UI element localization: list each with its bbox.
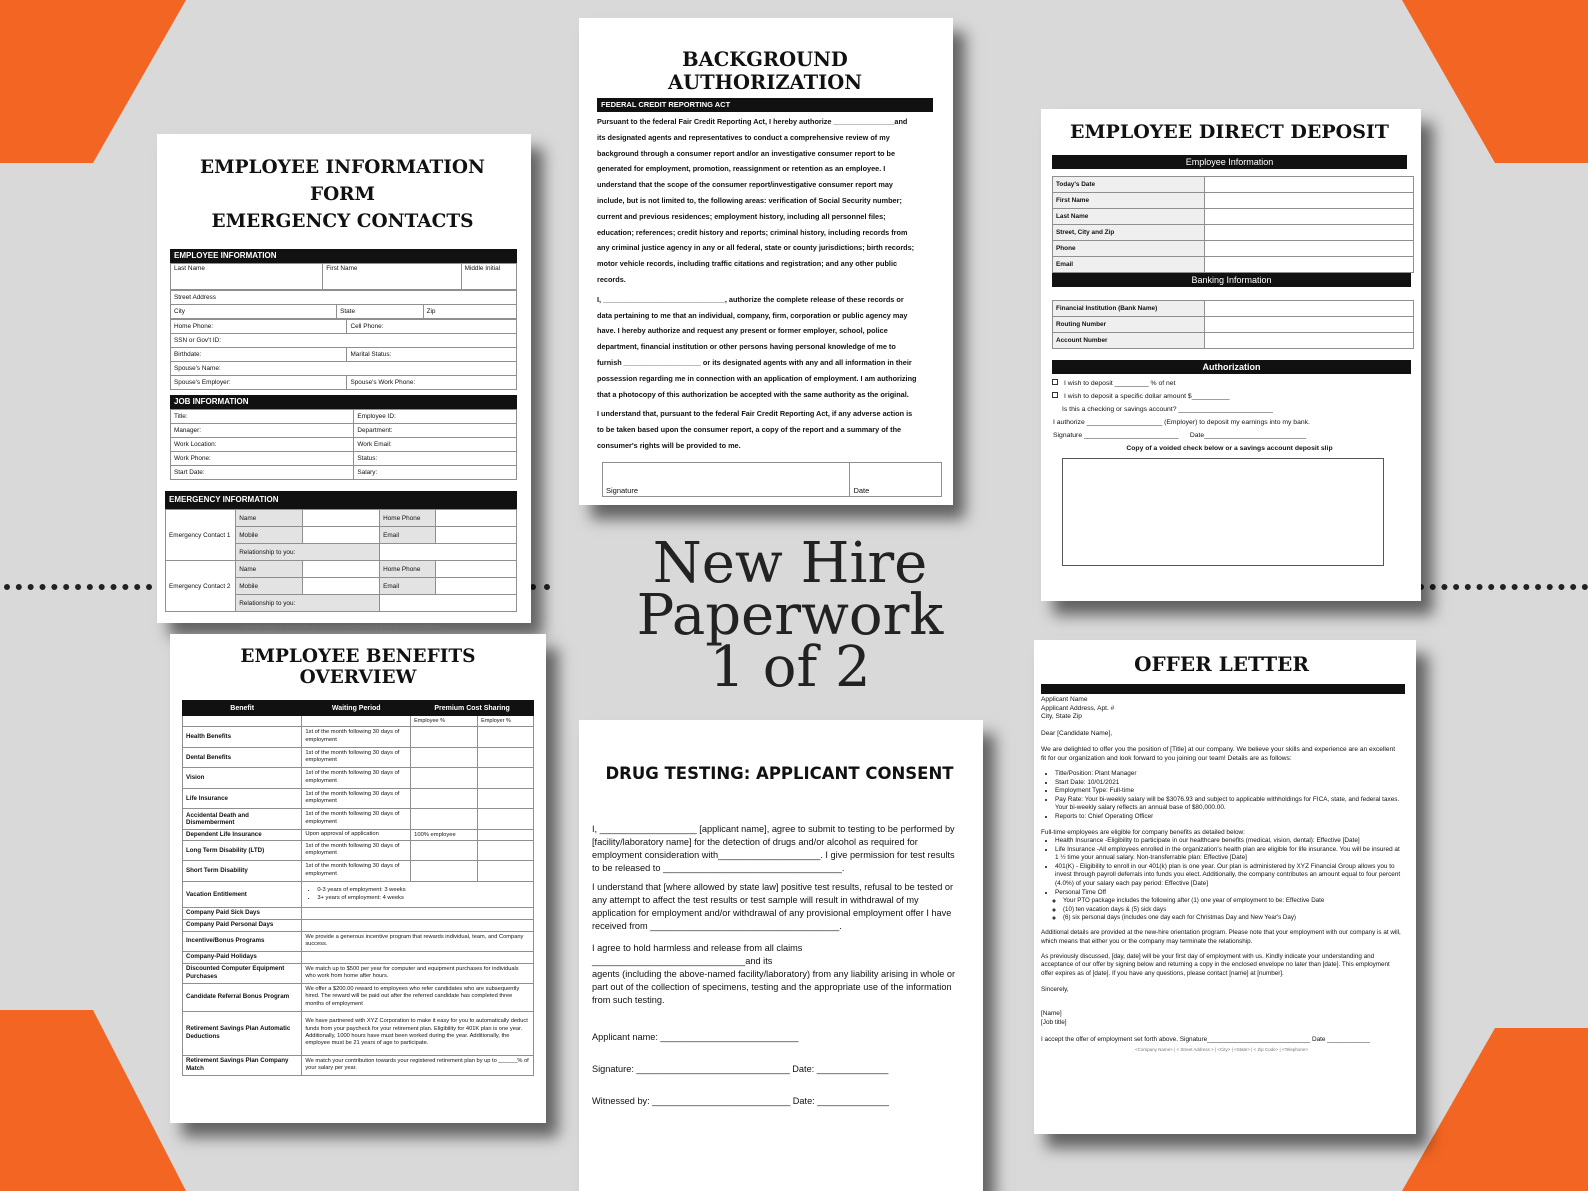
benefit-employer-share[interactable] (478, 747, 534, 768)
benefits-row (183, 727, 534, 748)
offer-sincerely: Sincerely, (1041, 986, 1069, 994)
benefits-row (183, 951, 534, 963)
info-form-title-line1: EMPLOYEE INFORMATION FORM (200, 157, 485, 205)
background-text-line: current and previous residences; employment history, including all personnel files; (597, 211, 886, 221)
employee-id-field[interactable]: Employee ID: (354, 410, 517, 424)
offer-acceptance-line[interactable]: I accept the offer of employment set forth above. Signature_____________________________ Date ____________ (1041, 1036, 1370, 1044)
benefits-subheader-row (183, 716, 534, 727)
zip-field[interactable]: Zip (423, 305, 516, 319)
ec2-name-label: Name (236, 561, 303, 578)
benefits-row (183, 907, 534, 919)
benefit-waiting-period: Upon approval of application (302, 829, 411, 840)
background-signature-table (602, 462, 942, 497)
background-title: BACKGROUND AUTHORIZATION (667, 48, 863, 94)
offer-address-line1: Applicant Name (1041, 696, 1088, 703)
background-date-field[interactable]: Date (850, 462, 942, 496)
deposit-field-input[interactable] (1204, 193, 1413, 209)
benefit-name: Dental Benefits (183, 747, 302, 768)
offer-title-bar (1041, 684, 1405, 694)
voided-check-box (1062, 458, 1384, 566)
benefit-name: Discounted Computer Equipment Purchases (183, 963, 302, 983)
background-text-line: consumer's rights will be provided to me. (597, 440, 741, 450)
ec1-mobile-label: Mobile (236, 527, 303, 544)
birthdate-field[interactable]: Birthdate: (171, 348, 347, 362)
benefit-name: Company Paid Sick Days (183, 907, 302, 919)
dotted-divider-left (4, 584, 164, 590)
offer-detail-item: • Reports to: Chief Operating Officer (1055, 813, 1402, 822)
emergency-contact-table (165, 509, 517, 612)
benefits-header-waiting: Waiting Period (302, 701, 411, 716)
benefit-employee-share[interactable] (411, 788, 478, 809)
drug-text-line: any attempt to affect the test results or test sample will result in withdrawal of my (592, 895, 919, 905)
benefit-name: Short Term Disability (183, 861, 302, 882)
deposit-title: EMPLOYEE DIRECT DEPOSIT (1070, 121, 1389, 143)
benefit-employer-share[interactable] (478, 840, 534, 861)
ec2-name-field[interactable] (302, 561, 379, 578)
benefit-employee-share[interactable] (411, 840, 478, 861)
deposit-field-row (1053, 317, 1414, 333)
ec1-mobile-field[interactable] (302, 527, 379, 544)
deposit-field-label: Financial Institution (Bank Name) (1053, 301, 1205, 317)
ec2-relationship-label: Relationship to you: (236, 595, 380, 612)
benefits-table (182, 700, 534, 1076)
benefit-description (302, 951, 534, 963)
benefit-waiting-period: 1st of the month following 30 days of employment (302, 788, 411, 809)
employee-information-table (170, 263, 517, 290)
offer-detail-item: • Employment Type: Full-time (1055, 787, 1402, 796)
offer-detail-item: • Title/Position: Plant Manager (1055, 770, 1402, 779)
deposit-field-label: Street, City and Zip (1053, 225, 1205, 241)
benefit-employer-share[interactable] (478, 829, 534, 840)
drug-title: DRUG TESTING: APPLICANT CONSENT (605, 764, 954, 783)
background-text-line: understand that the scope of the consumer report/investigative consumer report may (597, 180, 893, 190)
deposit-banking-table (1052, 300, 1414, 349)
drug-text-line: I understand that [where allowed by state law] positive test results, refusal to be tested or (592, 882, 954, 892)
spouse-employer-field[interactable]: Spouse's Employer: (171, 376, 347, 390)
street-address-field[interactable]: Street Address (171, 291, 517, 305)
deposit-field-label: Account Number (1053, 333, 1205, 349)
benefits-header-benefit: Benefit (183, 701, 302, 716)
ec2-home-phone-label: Home Phone (380, 561, 436, 578)
drug-text-line: [facility/laboratory name] for the detection of drugs and/or alcohol as required for (592, 837, 918, 847)
ec2-email-field[interactable] (436, 578, 517, 595)
background-text-line: I understand that, pursuant to the federal Fair Credit Reporting Act, if any adverse action is (597, 409, 913, 419)
benefit-description: We offer a $200.00 reward to employees who refer candidates who are subsequently hired. The reward will be paid out after the referred candidate has completed three months of employment (302, 983, 534, 1011)
benefit-description: We provide a generous incentive program that rewards individual, team, and Company success. (302, 931, 534, 951)
benefit-name: Vision (183, 768, 302, 789)
background-text-line: generated for employment, promotion, reassignment or retention as an employee. I (597, 164, 886, 174)
background-text-line: education; references; credit history and reports; criminal history, including records from (597, 227, 908, 237)
personal-table (170, 319, 517, 390)
deposit-dollar-label: I wish to deposit a specific dollar amount $__________ (1064, 393, 1230, 400)
status-field[interactable]: Status: (354, 452, 517, 466)
deposit-field-label: Routing Number (1053, 317, 1205, 333)
offer-detail-item: • Pay Rate: Your bi-weekly salary will be $3076.93 and subject to applicable withholdings for FICA, state, and federal taxes. Your bi-weekly salary reflects an annual base of $80,000.00. (1055, 796, 1402, 813)
offer-first-day: As previously discussed, [day, date] will be your first day of employment with us. Kindly indicate your understanding and acceptance of our offer by signing below and returning a copy in the enclosed envelope no later than [date]. This employment offer expires as of [date]. If you have any questions, please contact [name] at [number]. (1041, 952, 1390, 977)
deposit-field-label: First Name (1053, 193, 1205, 209)
info-form-footer: <Company Name> | < Street Address > | <City> | <State/Province> | Zip/Postal Code> | <Telephone > (241, 624, 444, 629)
benefit-name: Health Benefits (183, 727, 302, 748)
benefit-employee-share[interactable] (411, 768, 478, 789)
info-form-title-line2: EMERGENCY CONTACTS (211, 211, 474, 232)
offer-benefit-item: • Health Insurance -Eligibility to participate in our healthcare benefits (medical, vision, dental): Effective [Date] (1055, 837, 1402, 846)
center-title-line2: Paperwork (636, 583, 944, 648)
ec1-relationship-label: Relationship to you: (236, 544, 380, 561)
vacation-list (305, 886, 530, 902)
benefit-employee-share[interactable]: 100% employee (411, 829, 478, 840)
benefits-row (183, 983, 534, 1011)
drug-text-line: I agree to hold harmless and release from all claims ______________________________and its (592, 943, 803, 966)
ec1-name-field[interactable] (302, 510, 379, 527)
center-title-line1: New Hire (652, 531, 928, 596)
benefit-name: Dependent Life Insurance (183, 829, 302, 840)
deposit-date-line[interactable]: Date___________________________ (1189, 432, 1307, 439)
benefits-header-premium: Premium Cost Sharing (411, 701, 534, 716)
deposit-field-input[interactable] (1204, 225, 1413, 241)
drug-text-line: received from _____________________________________. (592, 921, 842, 931)
benefits-row (183, 788, 534, 809)
offer-pto-item: ◦ (6) six personal days (includes one day each for Christmas Day and New Year's Day) (1063, 914, 1402, 922)
deposit-field-row (1053, 257, 1414, 273)
offer-pto-item: ◦ Your PTO package includes the following after (1) one year of employment to be: Effective Date (1063, 897, 1402, 905)
offer-benefits-list (1041, 837, 1402, 897)
drug-text-line: from such testing. (592, 995, 665, 1005)
background-text-line: possession regarding me in connection with an application of employment. I am authorizing (597, 373, 917, 383)
department-field[interactable]: Department: (354, 424, 517, 438)
benefit-name: Vacation Entitlement (183, 881, 302, 907)
benefits-row (183, 919, 534, 931)
benefits-title: EMPLOYEE BENEFITS OVERVIEW (240, 646, 476, 688)
dotted-divider-middle (530, 584, 550, 590)
benefits-sub-empty (183, 716, 302, 727)
background-text-line: department, financial institution or other persons having personal knowledge of me to (597, 342, 896, 352)
benefits-row (183, 747, 534, 768)
offer-address-line3: City, State Zip (1041, 713, 1082, 720)
job-information-header: JOB INFORMATION (170, 395, 517, 409)
benefit-name: Retirement Savings Plan Company Match (183, 1055, 302, 1075)
benefit-waiting-period: 1st of the month following 30 days of employment (302, 768, 411, 789)
drug-paragraph-3 (592, 942, 967, 1007)
drug-text-line: I, ___________________ [applicant name], agree to submit to testing to be performed by (592, 824, 955, 834)
benefits-sub-employee: Employee % (411, 716, 478, 727)
benefits-row (183, 963, 534, 983)
benefits-header-row (183, 701, 534, 716)
ec1-home-phone-field[interactable] (436, 510, 517, 527)
ec2-mobile-label: Mobile (236, 578, 303, 595)
drug-text-line: application for employment and/or withdrawal of any provisional employment offer I have (592, 908, 952, 918)
offer-address-line2: Applicant Address, Apt. # (1041, 704, 1115, 712)
benefits-overview-form (170, 634, 546, 1123)
drug-paragraph-1 (592, 823, 967, 875)
deposit-employee-info-bar: Employee Information (1052, 155, 1407, 169)
ec2-home-phone-field[interactable] (436, 561, 517, 578)
background-text-line: data pertaining to me that an individual, company, firm, corporation or public agency may (597, 310, 908, 320)
spouse-work-phone-field[interactable]: Spouse's Work Phone: (347, 376, 517, 390)
benefit-waiting-period: 1st of the month following 30 days of employment (302, 809, 411, 830)
orange-hexagon-top-right (1402, 0, 1588, 163)
center-title-line3: 1 of 2 (709, 635, 871, 700)
offer-signer-name: [Name] (1041, 1010, 1062, 1018)
offer-pto-list (1041, 897, 1402, 922)
background-text-line: include, but is not limited to, the following areas: verification of Social Security number; (597, 195, 902, 205)
background-paragraph-2 (597, 292, 933, 403)
background-text-line: furnish ___________________ or its designated agents with any and all information in their (597, 357, 912, 367)
vacation-item: • 3+ years of employment: 4 weeks (317, 894, 530, 902)
benefit-employee-share[interactable] (411, 747, 478, 768)
job-information-table (170, 409, 517, 480)
background-text-line: to be taken based upon the consumer report, a copy of the report and a summary of the (597, 425, 902, 435)
deposit-field-row (1053, 241, 1414, 257)
deposit-authorization-bar: Authorization (1052, 360, 1411, 374)
drug-witness-line[interactable]: Witnessed by: ___________________________ Date: ______________ (592, 1096, 889, 1106)
benefit-name: Incentive/Bonus Programs (183, 931, 302, 951)
drug-text-line: employment consideration with____________________. I give permission for test results (592, 850, 955, 860)
deposit-banking-info-bar: Banking Information (1052, 273, 1411, 287)
emergency-contact-2-label: Emergency Contact 2 (166, 561, 236, 612)
benefit-employer-share[interactable] (478, 809, 534, 830)
offer-title: OFFER LETTER (1134, 652, 1309, 676)
benefit-employee-share[interactable] (411, 809, 478, 830)
credit-reporting-bar: FEDERAL CREDIT REPORTING ACT (597, 98, 933, 112)
employee-information-header: EMPLOYEE INFORMATION (170, 249, 517, 263)
background-text-line: I, ______________________________, authorize the complete release of these records or (597, 294, 904, 304)
city-field[interactable]: City (171, 305, 337, 319)
deposit-percent-option[interactable] (1052, 377, 1407, 390)
deposit-account-type[interactable]: Is this a checking or savings account? _________________________ (1062, 406, 1273, 413)
address-table (170, 290, 517, 319)
deposit-field-row (1053, 177, 1414, 193)
benefit-waiting-period: 1st of the month following 30 days of employment (302, 861, 411, 882)
state-field[interactable]: State (337, 305, 424, 319)
background-text-line: have. I hereby authorize and request any present or former employer, school, police (597, 326, 888, 336)
offer-additional-details: Additional details are provided at the new-hire orientation program. Please note that your employment with our company is at will, which means that either you or the company may terminate the relationship. (1041, 929, 1401, 945)
ec2-mobile-field[interactable] (302, 578, 379, 595)
deposit-dollar-checkbox[interactable] (1052, 392, 1058, 398)
benefit-description (302, 907, 534, 919)
benefits-row (183, 1055, 534, 1075)
benefit-employer-share[interactable] (478, 768, 534, 789)
offer-pto-item: ◦ (10) ten vacation days & (5) sick days (1063, 906, 1402, 914)
benefits-row (183, 829, 534, 840)
work-location-field[interactable]: Work Location: (171, 438, 354, 452)
benefit-employee-share[interactable] (411, 861, 478, 882)
background-authorization-form (579, 18, 953, 505)
deposit-field-label: Last Name (1053, 209, 1205, 225)
background-text-line: Pursuant to the federal Fair Credit Reporting Act, I hereby authorize _______________and (597, 117, 908, 126)
deposit-dollar-option[interactable] (1052, 390, 1407, 403)
benefit-name: Retirement Savings Plan Automatic Deductions (183, 1011, 302, 1055)
deposit-field-input[interactable] (1204, 333, 1413, 349)
deposit-field-input[interactable] (1204, 241, 1413, 257)
background-text-line: any criminal justice agency in any or all federal, state or county jurisdictions; birth records; (597, 243, 915, 253)
middle-initial-field[interactable]: Middle Initial (461, 264, 516, 290)
center-title (620, 531, 960, 700)
benefit-name: Long Term Disability (LTD) (183, 840, 302, 861)
deposit-field-row (1053, 301, 1414, 317)
deposit-field-row (1053, 333, 1414, 349)
deposit-field-label: Email (1053, 257, 1205, 273)
offer-salutation: Dear [Candidate Name], (1041, 729, 1113, 737)
offer-detail-item: • Start Date: 10/01/2021 (1055, 779, 1402, 788)
deposit-field-label: Phone (1053, 241, 1205, 257)
manager-field[interactable]: Manager: (171, 424, 354, 438)
deposit-field-label: Today's Date (1053, 177, 1205, 193)
deposit-field-row (1053, 193, 1414, 209)
deposit-field-input[interactable] (1204, 257, 1413, 273)
last-name-field[interactable]: Last Name (171, 264, 323, 290)
benefit-vacation-list (302, 881, 534, 907)
benefit-waiting-period: 1st of the month following 30 days of employment (302, 727, 411, 748)
ssn-field[interactable]: SSN or Gov't ID: (171, 334, 517, 348)
dotted-divider-right (1418, 584, 1588, 590)
ec2-email-label: Email (380, 578, 436, 595)
ec1-email-label: Email (380, 527, 436, 544)
benefits-sub-employer: Employer % (478, 716, 534, 727)
benefit-description: We match up to $500 per year for computer and equipment purchases for individuals who work from home after hours. (302, 963, 534, 983)
deposit-authorize-line[interactable]: I authorize ____________________ (Employer) to deposit my earnings into my bank. (1053, 419, 1310, 426)
work-email-field[interactable]: Work Email: (354, 438, 517, 452)
ec1-name-label: Name (236, 510, 303, 527)
benefit-name: Company-Paid Holidays (183, 951, 302, 963)
benefit-name: Company Paid Personal Days (183, 919, 302, 931)
offer-signer-title: [Job title] (1041, 1018, 1067, 1026)
deposit-field-input[interactable] (1204, 177, 1413, 193)
benefits-row (183, 809, 534, 830)
offer-intro: We are delighted to offer you the position of [Title] at our company. We believe your skills and experience are an excellent fit for our organization and look forward to you joining our team! Details are as follows: (1041, 746, 1396, 762)
benefits-row (183, 1011, 534, 1055)
deposit-signature-line[interactable]: Signature _________________________ (1053, 432, 1179, 439)
vacation-item: • 0-3 years of employment: 3 weeks (317, 886, 530, 894)
info-form-title (168, 154, 517, 235)
background-paragraph-1 (597, 114, 933, 288)
deposit-field-row (1053, 209, 1414, 225)
deposit-percent-checkbox[interactable] (1052, 379, 1058, 385)
orange-hexagon-bottom-left (0, 1010, 186, 1191)
direct-deposit-form (1041, 109, 1421, 601)
deposit-field-row (1053, 225, 1414, 241)
benefit-employer-share[interactable] (478, 788, 534, 809)
offer-footer: <Company Name> | < Street Address > | <City> | <State> | < Zip Code> | <Telephone> (1135, 1047, 1308, 1053)
benefit-name: Candidate Referral Bonus Program (183, 983, 302, 1011)
benefit-employee-share[interactable] (411, 727, 478, 748)
drug-text-line: agents (including the above-named facility/laboratory) from any liability arising in whole or (592, 969, 956, 979)
drug-paragraph-2 (592, 881, 967, 933)
benefits-row (183, 840, 534, 861)
benefit-name: Accidental Death and Dismemberment (183, 809, 302, 830)
background-text-line: motor vehicle records, including traffic citations and registration; and any other public (597, 259, 898, 269)
ec1-home-phone-label: Home Phone (380, 510, 436, 527)
background-text-line: records. (597, 274, 626, 284)
background-text-line: its designated agents and representatives to conduct a comprehensive review of my (597, 132, 890, 142)
benefit-name: Life Insurance (183, 788, 302, 809)
salary-field[interactable]: Salary: (354, 466, 517, 480)
benefits-row (183, 768, 534, 789)
offer-letter (1034, 640, 1416, 1134)
job-title-field[interactable]: Title: (171, 410, 354, 424)
benefit-description: We have partnered with XYZ Corporation to make it easy for you to automatically deduct funds from your paycheck for your retirement plan. Eligibility for 401K plan is one year. Additionally, 1000 hours have must been worked during the year. Additionally, the employee must be 21 years of age to participate. (302, 1011, 534, 1055)
marital-status-field[interactable]: Marital Status: (347, 348, 517, 362)
cell-phone-field[interactable]: Cell Phone: (347, 320, 517, 334)
spouse-name-field[interactable]: Spouse's Name: (171, 362, 517, 376)
emergency-contact-1-label: Emergency Contact 1 (166, 510, 236, 561)
offer-details-list (1041, 770, 1402, 822)
benefits-row (183, 931, 534, 951)
ec1-relationship-field[interactable] (380, 544, 517, 561)
benefit-employer-share[interactable] (478, 861, 534, 882)
orange-hexagon-bottom-right (1402, 1028, 1588, 1191)
drug-signature-line[interactable]: Signature: ______________________________ Date: ______________ (592, 1064, 889, 1074)
offer-benefit-item: • 401(K) - Eligibility to enroll in our 401(k) plan is one year. Our plan is administered by XYZ Financial Group allows you to invest through payroll deferrals into funds you elect. Additionally, the company contributes an amount equal to four percent (4.0%) of your salary each pay period: Effective [Date] (1055, 863, 1402, 889)
background-paragraph-3 (597, 406, 933, 453)
offer-benefits-intro: Full-time employees are eligible for company benefits as detailed below: (1041, 828, 1245, 836)
employee-information-form (157, 134, 531, 629)
drug-testing-consent-form (579, 720, 983, 1191)
deposit-field-input[interactable] (1204, 301, 1413, 317)
benefit-waiting-period: 1st of the month following 30 days of employment (302, 840, 411, 861)
ec1-email-field[interactable] (436, 527, 517, 544)
offer-benefit-item: • Life Insurance -All employees enrolled in the organization's health plan are eligible for life insurance. You will be insured at 1 ½ time your annual salary. Non-transferrable plan: Effective [Date] (1055, 846, 1402, 863)
background-text-line: that a photocopy of this authorization be accepted with the same authority as the original. (597, 389, 909, 399)
ec2-relationship-field[interactable] (380, 595, 517, 612)
emergency-information-header: EMERGENCY INFORMATION (165, 491, 517, 509)
benefit-waiting-period: 1st of the month following 30 days of employment (302, 747, 411, 768)
offer-benefit-item: • Personal Time Off (1055, 889, 1402, 898)
benefit-description: We match your contribution towards your registered retirement plan by up to ______% of your salary per year. (302, 1055, 534, 1075)
deposit-percent-label: I wish to deposit _________ % of net (1064, 380, 1176, 387)
work-phone-field[interactable]: Work Phone: (171, 452, 354, 466)
benefit-description (302, 919, 534, 931)
first-name-field[interactable]: First Name (323, 264, 461, 290)
benefits-row (183, 861, 534, 882)
background-text-line: background through a consumer report and/or an investigative consumer report to be (597, 148, 896, 158)
home-phone-field[interactable]: Home Phone: (171, 320, 347, 334)
drug-text-line: part out of the collection of specimens, testing and the appropriate use of the information (592, 982, 952, 992)
drug-applicant-name[interactable]: Applicant name: ___________________________ (592, 1032, 799, 1042)
benefit-employer-share[interactable] (478, 727, 534, 748)
deposit-employee-table (1052, 176, 1414, 273)
drug-text-line: to be released to ___________________________________. (592, 863, 845, 873)
background-signature-field[interactable]: Signature (603, 462, 850, 496)
benefits-row (183, 881, 534, 907)
benefits-sub-empty (302, 716, 411, 727)
deposit-field-input[interactable] (1204, 209, 1413, 225)
start-date-field[interactable]: Start Date: (171, 466, 354, 480)
deposit-field-input[interactable] (1204, 317, 1413, 333)
deposit-voided-check-label: Copy of a voided check below or a savings account deposit slip (1126, 445, 1333, 452)
